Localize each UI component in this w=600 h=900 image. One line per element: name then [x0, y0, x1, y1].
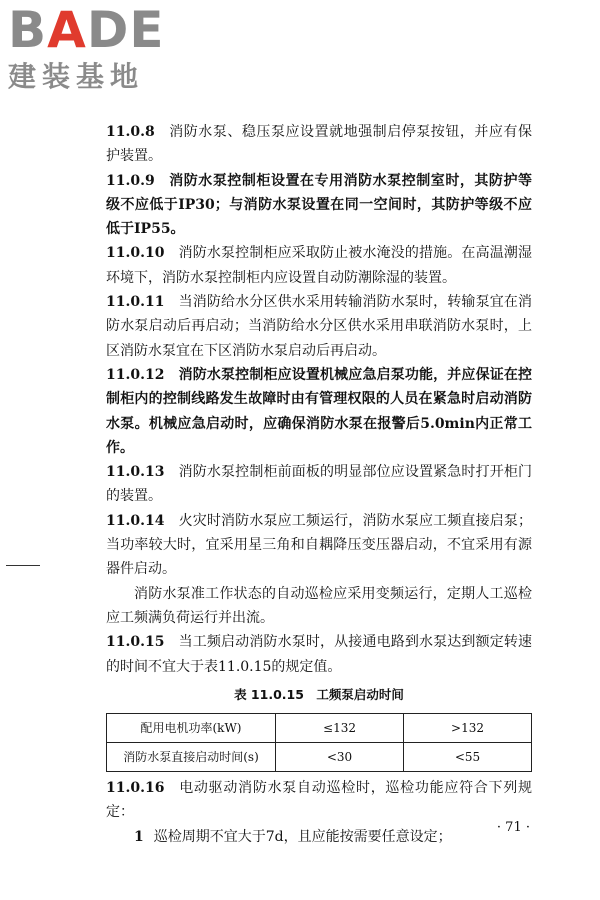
table-row-header: 消防水泵直接启动时间(s) [107, 743, 276, 772]
clause-item-1: 1 巡检周期不宜大于7d，且应能按需要任意设定； [134, 828, 452, 845]
clause-11-0-11: 11.0.11 当消防给水分区供水采用转输消防水泵时，转输泵宜在消防水泵启动后再启动；当消防给水分区供水采用串联消防水泵时，上区消防水泵宜在下区消防水泵启动后再启动。 [106, 294, 532, 359]
clause-11-0-16: 11.0.16 电动驱动消防水泵自动巡检时，巡检功能应符合下列规定： [106, 780, 532, 821]
document-body [106, 120, 532, 849]
table-cell: ≤132 [276, 714, 404, 743]
logo-wordmark: BADE [8, 1, 165, 59]
clause-11-0-9: 11.0.9 消防水泵控制柜设置在专用消防水泵控制室时，其防护等级不应低于IP30；与消防水泵设置在同一空间时，其防护等级不应低于IP55。 [106, 172, 532, 238]
margin-mark [6, 565, 40, 566]
logo-subtitle: 建装基地 [8, 60, 145, 93]
page-number: · 71 · [496, 820, 530, 835]
table-title: 表 11.0.15 工频泵启动时间 [234, 686, 404, 702]
table-cell: <55 [404, 743, 532, 772]
clause-11-0-10: 11.0.10 消防水泵控制柜应采取防止被水淹没的措施。在高温潮湿环境下，消防水泵控制柜内应设置自动防潮除湿的装置。 [106, 245, 532, 286]
startup-time-table [106, 713, 532, 772]
table-cell: <30 [276, 743, 404, 772]
clause-11-0-15: 11.0.15 当工频启动消防水泵时，从接通电路到水泵达到额定转速的时间不宜大于表11.0.15的规定值。 [106, 634, 532, 675]
clause-11-0-8: 11.0.8 消防水泵、稳压泵应设置就地强制启停泵按钮，并应有保护装置。 [106, 124, 532, 165]
table-row-header: 配用电机功率(kW) [107, 714, 276, 743]
table-cell: >132 [404, 714, 532, 743]
clause-11-0-14: 11.0.14 火灾时消防水泵应工频运行，消防水泵应工频直接启泵；当功率较大时，宜采用星三角和自耦降压变压器启动，不宜采用有源器件启动。 [106, 512, 532, 578]
table-row [107, 743, 532, 772]
publisher-logo [8, 1, 178, 94]
table-row [107, 714, 532, 743]
clause-11-0-12: 11.0.12 消防水泵控制柜应设置机械应急启泵功能，并应保证在控制柜内的控制线路发生故障时由有管理权限的人员在紧急时启动消防水泵。机械应急启动时，应确保消防水泵在报警后5.0min内正常工作。 [106, 366, 532, 456]
clause-11-0-14-note: 消防水泵准工作状态的自动巡检应采用变频运行，定期人工巡检应工频满负荷运行并出流。 [106, 585, 532, 626]
clause-11-0-13: 11.0.13 消防水泵控制柜前面板的明显部位应设置紧急时打开柜门的装置。 [106, 464, 532, 505]
